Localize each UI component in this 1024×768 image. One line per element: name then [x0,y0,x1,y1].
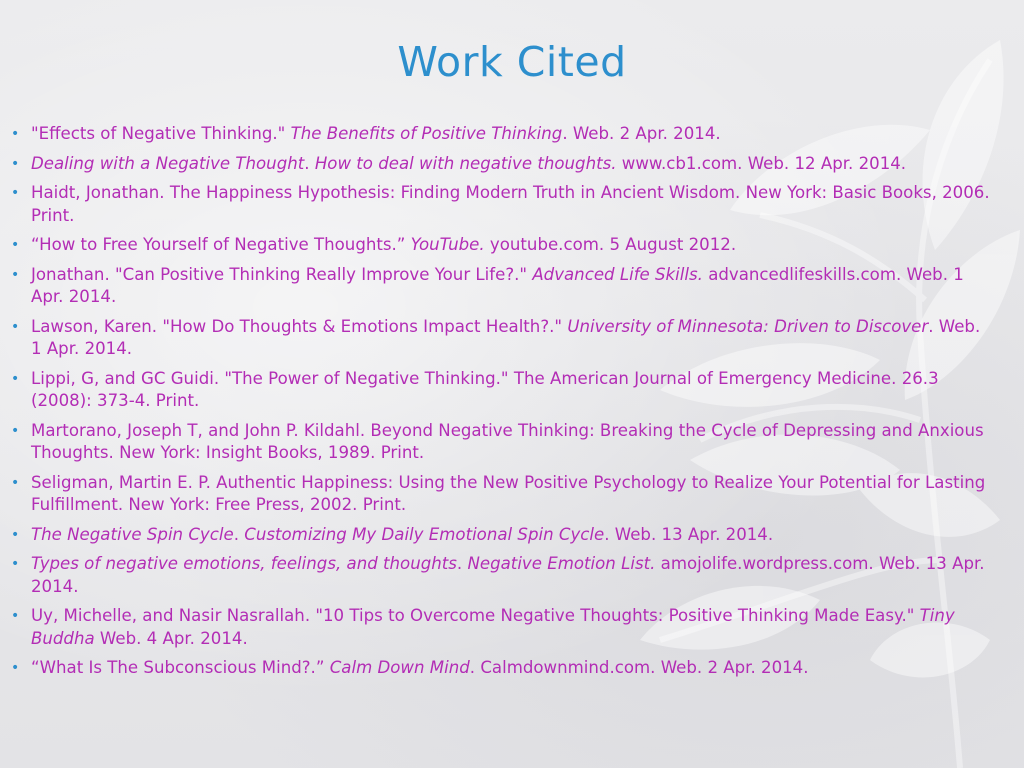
bullet-icon: • [11,266,20,283]
reference-item [8,553,993,598]
reference-italic-text: Advanced Life Skills. [532,264,703,284]
reference-italic-text: The Negative Spin Cycle [31,524,234,544]
reference-italic-text: Dealing with a Negative Thought [31,153,305,173]
reference-text: Lippi, G, and GC Guidi. "The Power of Negative Thinking." The American Journal of Emergency Medicine. 26.3 (2008): 373-4. Print. [31,368,939,410]
bullet-icon: • [11,608,20,624]
bullet-icon: • [11,474,20,491]
reference-text: . Web. 13 Apr. 2014. [604,524,774,544]
reference-italic-text: Calm Down Mind [329,658,470,677]
reference-text: . [304,153,315,173]
bullet-icon: • [11,526,20,543]
reference-text: “How to Free Yourself of Negative Thoughts.” [31,235,411,254]
reference-text: Jonathan. "Can Positive Thinking Really Improve Your Life?." [31,264,533,284]
reference-text: Uy, Michelle, and Nasir Nasrallah. "10 Tips to Overcome Negative Thoughts: Positive Thinking Made Easy." [31,606,920,625]
reference-text: www.cb1.com. Web. 12 Apr. 2014. [616,153,907,173]
reference-text: . [233,524,245,544]
bullet-icon: • [11,155,20,172]
reference-item [8,657,993,680]
reference-text: advancedlifeskills.com. Web. 1 Apr. 2014. [31,264,964,306]
bullet-icon: • [11,237,20,253]
reference-item [8,524,993,547]
slide-title: Work Cited [397,38,627,86]
reference-italic-text: The Benefits of Positive Thinking [290,124,563,143]
reference-item [8,123,993,146]
reference-italic-text: Negative Emotion List. [467,554,656,573]
reference-italic-text: Tiny Buddha [31,606,955,648]
reference-text: amojolife.wordpress.com. Web. 13 Apr. 2014. [31,554,985,596]
reference-item [8,605,993,650]
reference-item [8,472,993,517]
reference-italic-text: Customizing My Daily Emotional Spin Cycle [244,524,605,544]
reference-item [8,234,993,257]
bullet-icon: • [11,660,20,676]
reference-item [8,368,993,413]
reference-text: Haidt, Jonathan. The Happiness Hypothesis: Finding Modern Truth in Ancient Wisdom. New York: Basic Books, 2006. Print. [31,183,990,225]
bullet-icon: • [11,318,20,335]
reference-text: “What Is The Subconscious Mind?.” [31,658,330,677]
reference-text: Martorano, Joseph T, and John P. Kildahl. Beyond Negative Thinking: Breaking the Cycle of Depressing and Anxious Thoughts. New York: Insight Books, 1989. Print. [31,420,984,462]
reference-text: Web. 4 Apr. 2014. [94,628,248,648]
reference-item [8,420,993,465]
reference-item [8,182,993,227]
reference-text: Lawson, Karen. "How Do Thoughts & Emotions Impact Health?." [31,316,568,336]
reference-text: . Web. 1 Apr. 2014. [31,316,981,358]
reference-text: youtube.com. 5 August 2012. [484,235,737,254]
reference-list [8,123,993,687]
reference-text: . [456,554,468,573]
reference-italic-text: YouTube. [410,235,485,254]
reference-text: Seligman, Martin E. P. Authentic Happiness: Using the New Positive Psychology to Realize Your Potential for Lasting Fulfillment. New York: Free Press, 2002. Print. [31,472,986,514]
reference-item [8,153,993,176]
reference-item [8,316,993,361]
bullet-icon: • [11,185,20,201]
reference-text: . Web. 2 Apr. 2014. [562,124,721,143]
reference-text: "Effects of Negative Thinking." [31,124,291,143]
reference-italic-text: University of Minnesota: Driven to Discover [567,316,929,336]
bullet-icon: • [11,370,20,387]
bullet-icon: • [11,126,20,142]
bullet-icon: • [11,422,20,439]
reference-italic-text: How to deal with negative thoughts. [314,153,617,173]
bullet-icon: • [11,556,20,572]
reference-item [8,264,993,309]
reference-italic-text: Types of negative emotions, feelings, and thoughts [31,554,457,573]
reference-text: . Calmdownmind.com. Web. 2 Apr. 2014. [469,658,809,677]
